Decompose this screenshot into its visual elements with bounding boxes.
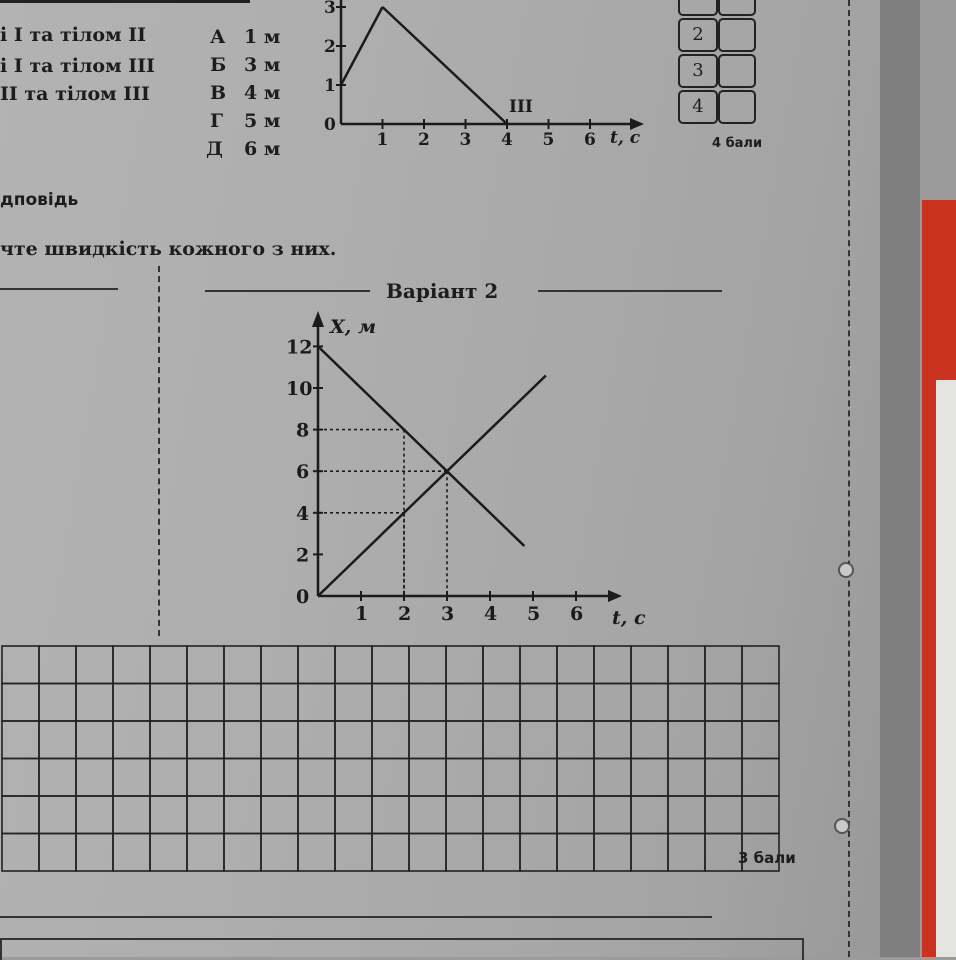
grid-cell[interactable] <box>705 684 742 722</box>
y-tick-label: 0 <box>296 586 310 608</box>
rule-variant-left <box>205 290 370 292</box>
grid-cell[interactable] <box>594 834 631 872</box>
grid-cell[interactable] <box>409 646 446 684</box>
grid-cell[interactable] <box>742 684 779 722</box>
grid-cell[interactable] <box>594 646 631 684</box>
grid-cell[interactable] <box>261 759 298 797</box>
y-tick-label: 4 <box>296 502 310 525</box>
grid-cell[interactable] <box>631 721 668 759</box>
option-g-value: 5 м <box>244 110 281 132</box>
grid-cell[interactable] <box>446 646 483 684</box>
x-tick-label: 5 <box>542 130 555 150</box>
grid-cell[interactable] <box>335 646 372 684</box>
grid-cell[interactable] <box>520 759 557 797</box>
grid-cell[interactable] <box>2 646 39 684</box>
answer-row-label: 4 <box>678 90 718 124</box>
option-v-value: 4 м <box>244 82 281 104</box>
grid-cell[interactable] <box>446 721 483 759</box>
x-tick-label: 2 <box>418 130 430 150</box>
grid-cell[interactable] <box>76 834 113 872</box>
option-b-letter: Б <box>210 54 227 76</box>
grid-cell[interactable] <box>631 684 668 722</box>
y-axis-arrow <box>312 311 324 327</box>
grid-cell[interactable] <box>335 759 372 797</box>
grid-cell[interactable] <box>39 796 76 834</box>
grid-cell[interactable] <box>187 721 224 759</box>
grid-cell[interactable] <box>335 721 372 759</box>
chart-top <box>310 0 660 170</box>
grid-cell[interactable] <box>261 684 298 722</box>
grid-cell[interactable] <box>224 646 261 684</box>
series-line <box>383 7 508 124</box>
grid-cell[interactable] <box>483 759 520 797</box>
grid-cell[interactable] <box>631 759 668 797</box>
grid-cell[interactable] <box>113 796 150 834</box>
punch-hole <box>834 818 850 834</box>
grid-cell[interactable] <box>557 759 594 797</box>
grid-cell[interactable] <box>520 646 557 684</box>
grid-cell[interactable] <box>2 684 39 722</box>
task-text: чте швидкість кожного з них. <box>0 238 337 260</box>
grid-cell[interactable] <box>39 834 76 872</box>
grid-cell[interactable] <box>483 721 520 759</box>
grid-cell[interactable] <box>520 796 557 834</box>
grid-cell[interactable] <box>39 721 76 759</box>
x-tick-label: 6 <box>584 130 596 150</box>
grid-cell[interactable] <box>187 759 224 797</box>
grid-cell[interactable] <box>372 796 409 834</box>
grid-cell[interactable] <box>76 721 113 759</box>
grid-cell[interactable] <box>631 834 668 872</box>
answer-row-label: 3 <box>678 54 718 88</box>
y-tick-label: 0 <box>324 115 336 135</box>
answer-cell[interactable] <box>718 18 756 52</box>
grid-cell[interactable] <box>631 796 668 834</box>
grid-cell[interactable] <box>39 684 76 722</box>
grid-cell[interactable] <box>483 834 520 872</box>
grid-cell[interactable] <box>224 834 261 872</box>
x-tick-label: 3 <box>441 603 455 625</box>
grid-cell[interactable] <box>668 721 705 759</box>
grid-cell[interactable] <box>39 646 76 684</box>
grid-cell[interactable] <box>668 834 705 872</box>
rule-left <box>0 288 118 290</box>
grid-cell[interactable] <box>446 684 483 722</box>
grid-cell[interactable] <box>76 759 113 797</box>
y-axis-label: X, м <box>330 316 377 338</box>
grid-cell[interactable] <box>557 796 594 834</box>
grid-cell[interactable] <box>298 721 335 759</box>
grid-cell[interactable] <box>372 721 409 759</box>
answer-cell[interactable] <box>718 90 756 124</box>
grid-cell[interactable] <box>113 759 150 797</box>
series-label: III <box>509 97 533 117</box>
series-line <box>318 376 546 596</box>
grid-cell[interactable] <box>298 759 335 797</box>
answer-grid[interactable] <box>0 640 800 880</box>
x-tick-label: 1 <box>376 130 389 150</box>
x-tick-label: 5 <box>527 603 541 625</box>
y-tick-label: 1 <box>324 76 336 96</box>
grid-cell[interactable] <box>150 834 187 872</box>
grid-cell[interactable] <box>557 646 594 684</box>
option-b-value: 3 м <box>244 54 281 76</box>
grid-cell[interactable] <box>372 834 409 872</box>
grid-cell[interactable] <box>409 834 446 872</box>
grid-cell[interactable] <box>520 834 557 872</box>
option-d-value: 6 м <box>244 138 281 160</box>
variant-title: Варіант 2 <box>386 279 499 303</box>
option-v-letter: В <box>210 82 227 104</box>
page-edge <box>880 0 920 957</box>
grid-cell[interactable] <box>557 684 594 722</box>
grid-cell[interactable] <box>298 646 335 684</box>
grid-cell[interactable] <box>705 796 742 834</box>
option-a-letter: А <box>210 26 226 48</box>
grid-cell[interactable] <box>372 759 409 797</box>
grid-cell[interactable] <box>2 759 39 797</box>
y-tick-label: 3 <box>324 0 336 18</box>
grid-cell[interactable] <box>335 684 372 722</box>
dashed-divider <box>158 266 160 636</box>
y-tick-label: 10 <box>286 378 313 400</box>
grid-cell[interactable] <box>483 796 520 834</box>
match-item-2: і I та тілом III <box>0 55 155 77</box>
option-a-value: 1 м <box>244 26 281 48</box>
grid-cell[interactable] <box>261 834 298 872</box>
grid-cell[interactable] <box>742 759 779 797</box>
grid-cell[interactable] <box>446 796 483 834</box>
grid-cell[interactable] <box>557 834 594 872</box>
top-rule <box>0 0 250 3</box>
option-d-letter: Д <box>206 138 223 160</box>
grid-cell[interactable] <box>668 796 705 834</box>
points-label-top: 4 бали <box>712 136 763 151</box>
grid-cell[interactable] <box>705 834 742 872</box>
grid-cell[interactable] <box>372 684 409 722</box>
grid-cell[interactable] <box>705 721 742 759</box>
grid-cell[interactable] <box>298 834 335 872</box>
grid-cell[interactable] <box>76 646 113 684</box>
grid-cell[interactable] <box>742 721 779 759</box>
grid-cell[interactable] <box>483 684 520 722</box>
grid-cell[interactable] <box>409 796 446 834</box>
answer-cell[interactable] <box>718 54 756 88</box>
punch-hole <box>838 562 854 578</box>
grid-cell[interactable] <box>113 684 150 722</box>
grid-cell[interactable] <box>150 796 187 834</box>
grid-cell[interactable] <box>631 646 668 684</box>
grid-cell[interactable] <box>668 684 705 722</box>
grid-cell[interactable] <box>520 721 557 759</box>
grid-cell[interactable] <box>224 721 261 759</box>
grid-cell[interactable] <box>594 796 631 834</box>
grid-cell[interactable] <box>76 796 113 834</box>
cut-line <box>848 0 850 957</box>
y-tick-label: 6 <box>296 461 310 484</box>
grid-cell[interactable] <box>150 684 187 722</box>
grid-cell[interactable] <box>742 646 779 684</box>
grid-cell[interactable] <box>594 759 631 797</box>
grid-cell[interactable] <box>409 684 446 722</box>
white-paper-strip <box>936 380 956 957</box>
grid-cell[interactable] <box>705 646 742 684</box>
grid-cell[interactable] <box>261 646 298 684</box>
grid-cell[interactable] <box>2 834 39 872</box>
grid-cell[interactable] <box>557 721 594 759</box>
grid-cell[interactable] <box>742 796 779 834</box>
grid-cell[interactable] <box>594 721 631 759</box>
grid-cell[interactable] <box>113 721 150 759</box>
grid-cell[interactable] <box>187 684 224 722</box>
grid-cell[interactable] <box>261 796 298 834</box>
bottom-rule <box>0 916 712 918</box>
x-axis-label: t, с <box>612 607 646 629</box>
grid-cell[interactable] <box>224 684 261 722</box>
grid-cell[interactable] <box>409 721 446 759</box>
match-item-1: і I та тілом II <box>0 24 146 46</box>
answer-row-label: 2 <box>678 18 718 52</box>
grid-cell[interactable] <box>372 646 409 684</box>
grid-cell[interactable] <box>150 646 187 684</box>
grid-cell[interactable] <box>2 721 39 759</box>
grid-cell[interactable] <box>705 759 742 797</box>
grid-cell[interactable] <box>224 759 261 797</box>
grid-cell[interactable] <box>261 721 298 759</box>
grid-cell[interactable] <box>335 796 372 834</box>
answer-table <box>678 0 756 120</box>
grid-cell[interactable] <box>76 684 113 722</box>
response-label: дповідь <box>0 190 79 210</box>
x-axis-arrow <box>608 590 622 602</box>
grid-cell[interactable] <box>2 796 39 834</box>
x-tick-label: 6 <box>570 603 584 625</box>
grid-cell[interactable] <box>113 646 150 684</box>
grid-cell[interactable] <box>187 646 224 684</box>
x-tick-label: 2 <box>398 603 412 625</box>
grid-cell[interactable] <box>39 759 76 797</box>
x-tick-label: 1 <box>355 603 369 625</box>
grid-cell[interactable] <box>594 684 631 722</box>
y-tick-label: 12 <box>286 336 313 359</box>
grid-cell[interactable] <box>187 834 224 872</box>
option-g-letter: Г <box>210 110 224 132</box>
x-tick-label: 4 <box>501 130 513 150</box>
grid-cell[interactable] <box>446 834 483 872</box>
grid-cell[interactable] <box>483 646 520 684</box>
y-tick-label: 2 <box>324 37 336 57</box>
grid-cell[interactable] <box>150 721 187 759</box>
grid-cell[interactable] <box>298 796 335 834</box>
grid-cell[interactable] <box>335 834 372 872</box>
match-item-3: II та тілом III <box>0 83 150 105</box>
chart-main <box>280 305 646 635</box>
y-tick-label: 2 <box>296 544 310 567</box>
grid-cell[interactable] <box>668 759 705 797</box>
grid-cell[interactable] <box>150 759 187 797</box>
x-tick-label: 4 <box>484 603 498 625</box>
x-tick-label: 3 <box>459 130 472 150</box>
grid-cell[interactable] <box>224 796 261 834</box>
rule-variant-right <box>538 290 722 292</box>
points-label-bottom: 3 бали <box>738 849 796 867</box>
grid-cell[interactable] <box>113 834 150 872</box>
grid-cell[interactable] <box>187 796 224 834</box>
y-tick-label: 8 <box>296 419 310 442</box>
grid-cell[interactable] <box>446 759 483 797</box>
grid-cell[interactable] <box>520 684 557 722</box>
series-line <box>318 346 524 546</box>
series-line <box>341 7 383 85</box>
grid-cell[interactable] <box>409 759 446 797</box>
x-axis-label: t, с <box>610 128 641 148</box>
grid-cell[interactable] <box>668 646 705 684</box>
grid-cell[interactable] <box>298 684 335 722</box>
